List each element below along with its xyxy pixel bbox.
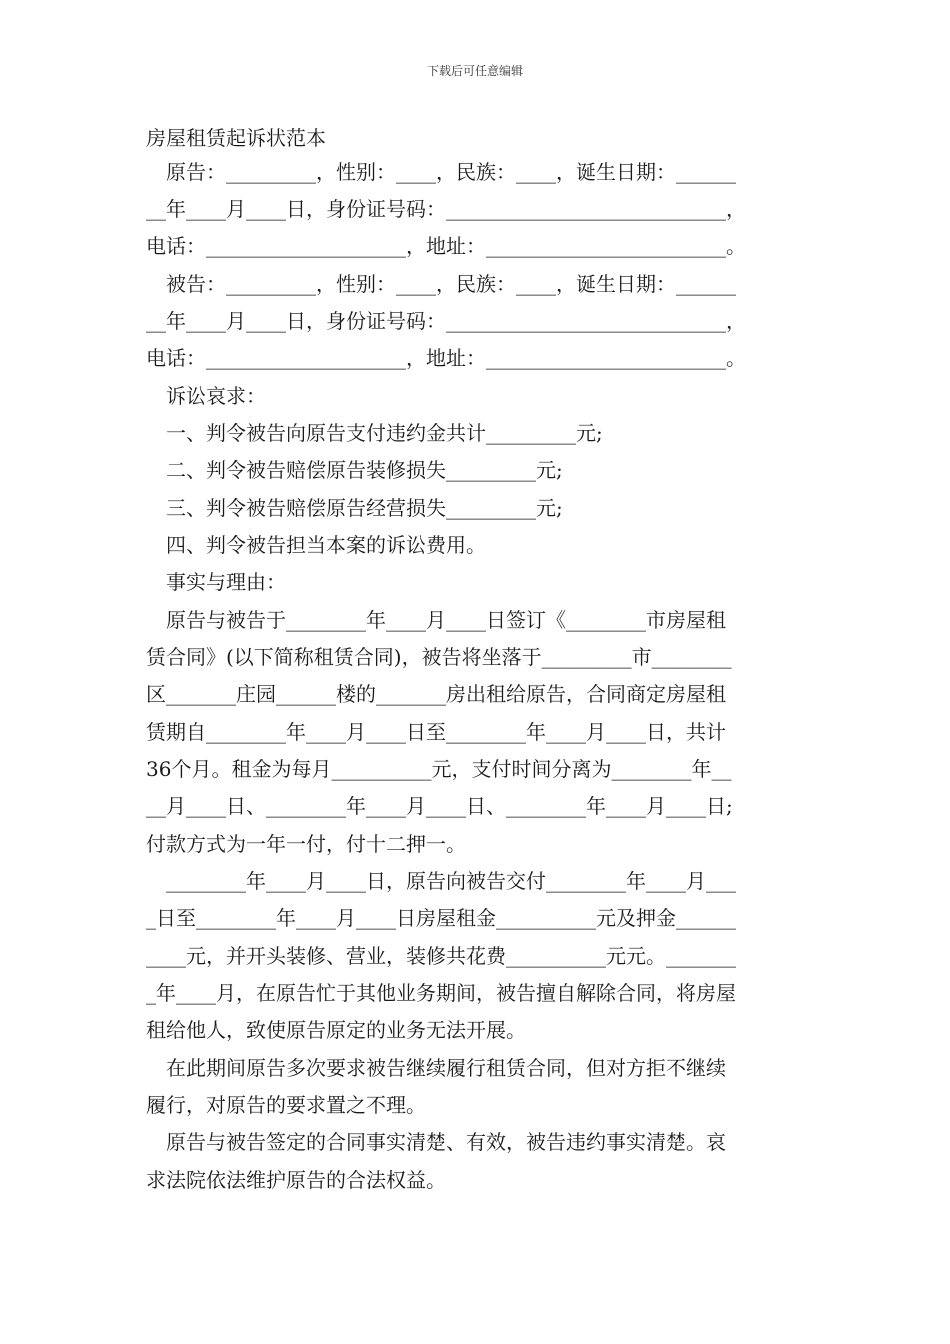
plaintiff-line-3: 电话：____________________，地址：________________________。 <box>146 234 746 258</box>
facts-paragraph-1-line-4: 赁期自________年____月____日至________年____月____日，共计 <box>146 720 726 744</box>
facts-paragraph-3-line-1: 在此期间原告多次要求被告继续履行租赁合同，但对方拒不继续 <box>166 1056 726 1080</box>
facts-paragraph-1-line-7: 付款方式为一年一付，付十二押一。 <box>146 832 466 856</box>
page-header-note: 下载后可任意编辑 <box>426 64 523 78</box>
facts-paragraph-1-line-2: 赁合同》(以下简称租赁合同)，被告将坐落于_________市________ <box>146 645 732 669</box>
document-title: 房屋租赁起诉状范本 <box>146 126 326 150</box>
claim-item-3: 三、判令被告赔偿原告经营损失_________元; <box>166 496 563 520</box>
facts-paragraph-4-line-1: 原告与被告签定的合同事实清楚、有效，被告违约事实清楚。哀 <box>166 1130 726 1154</box>
facts-paragraph-4-line-2: 求法院依法维护原告的合法权益。 <box>146 1168 446 1192</box>
facts-paragraph-2-line-1: ________年____月____日，原告向被告交付________年____月___ <box>166 869 736 893</box>
facts-paragraph-1-line-3: 区_______庄园______楼的_______房出租给原告，合同商定房屋租 <box>146 682 726 706</box>
defendant-line-1: 被告：_________，性别：____，民族：____，诞生日期：______ <box>166 272 736 296</box>
defendant-line-3: 电话：____________________，地址：________________________。 <box>146 346 746 370</box>
defendant-line-2: __年____月____日，身份证号码：____________________________， <box>146 309 746 333</box>
claim-item-1: 一、判令被告向原告支付违约金共计_________元; <box>166 421 603 445</box>
claim-item-4: 四、判令被告担当本案的诉讼费用。 <box>166 533 486 557</box>
facts-paragraph-2-line-2: _日至________年____月____日房屋租金__________元及押金______ <box>146 906 736 930</box>
plaintiff-line-1: 原告：_________，性别：____，民族：____，诞生日期：______ <box>166 160 736 184</box>
facts-paragraph-2-line-4: _年____月，在原告忙于其他业务期间，被告擅自解除合同，将房屋 <box>146 981 736 1005</box>
facts-paragraph-2-line-3: ____元，并开头装修、营业，装修共花费__________元元。_______ <box>146 944 736 968</box>
plaintiff-line-2: __年____月____日，身份证号码：____________________________， <box>146 197 746 221</box>
facts-paragraph-1-line-6: __月____日、________年____月____日、________年____月____日; <box>146 794 733 818</box>
facts-paragraph-1-line-5: 36个月。租金为每月__________元，支付时间分离为________年__ <box>146 757 732 781</box>
facts-paragraph-3-line-2: 履行，对原告的要求置之不理。 <box>146 1093 426 1117</box>
facts-paragraph-2-line-5: 租给他人，致使原告原定的业务无法开展。 <box>146 1018 526 1042</box>
claims-heading: 诉讼哀求： <box>166 384 266 408</box>
claim-item-2: 二、判令被告赔偿原告装修损失_________元; <box>166 458 563 482</box>
facts-heading: 事实与理由： <box>166 570 286 594</box>
facts-paragraph-1-line-1: 原告与被告于________年____月____日签订《________市房屋租 <box>166 608 726 632</box>
